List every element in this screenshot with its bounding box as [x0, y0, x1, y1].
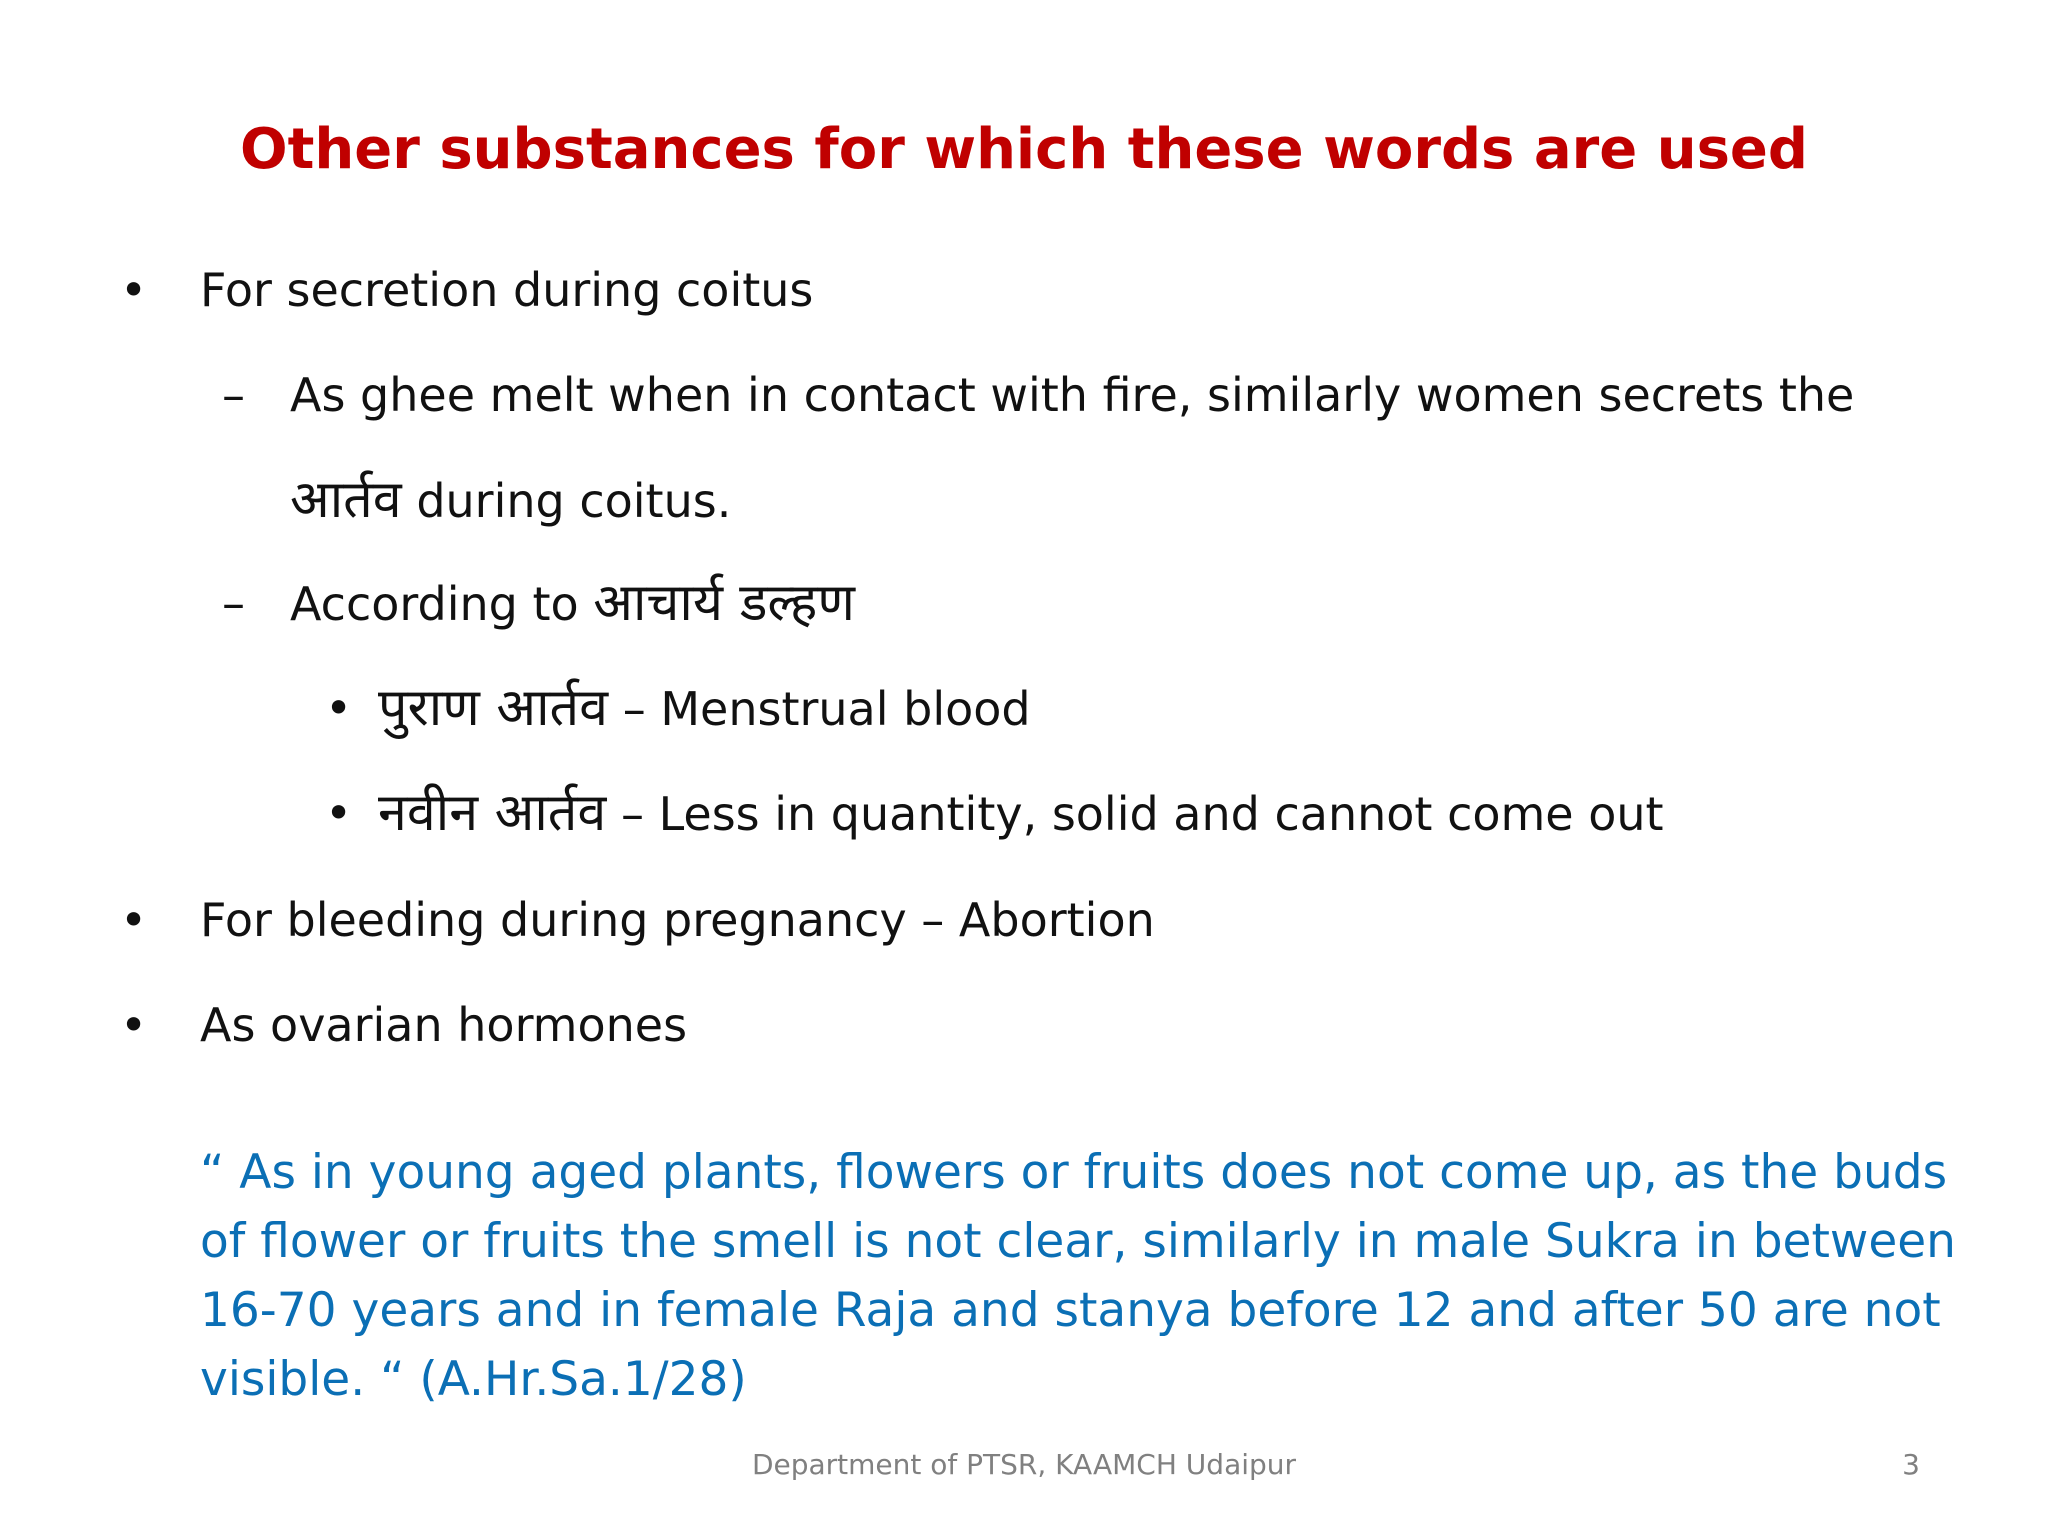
- deva-navina-artava: नवीन आर्तव: [378, 783, 607, 843]
- dash-marker: –: [222, 368, 245, 422]
- bullet-marker: •: [120, 263, 148, 317]
- deva-artava: आर्तव: [290, 470, 402, 530]
- bullet-marker: •: [325, 681, 353, 735]
- menstrual-blood-text: – Menstrual blood: [608, 682, 1031, 736]
- slide-title: Other substances for which these words are used: [240, 117, 1808, 182]
- page-number: 3: [1902, 1448, 1920, 1481]
- bullet-bleeding-pregnancy: For bleeding during pregnancy – Abortion: [200, 893, 1155, 947]
- according-to-text: According to: [290, 577, 594, 631]
- bullet-marker: •: [325, 786, 353, 840]
- bullet-marker: •: [120, 998, 148, 1052]
- subbullet-ghee-line2: [290, 465, 731, 536]
- deva-purana-artava: पुराण आर्तव: [378, 678, 609, 738]
- bullet-ovarian-hormones: As ovarian hormones: [200, 998, 688, 1052]
- deva-acharya-dalhana: आचार्य डल्हण: [593, 573, 856, 633]
- during-coitus-text: during coitus.: [401, 474, 732, 528]
- bullet-marker: •: [120, 893, 148, 947]
- dash-marker: –: [222, 576, 245, 630]
- quote-text: “ As in young aged plants, flowers or fruits does not come up, as the buds of flower or fruits the smell is not clear, similarly in male Sukra in between 16-70 years and in female Raja and stanya before 12 and after 50 are not visible. “ (A.Hr.Sa.1/28): [200, 1145, 1956, 1407]
- less-quantity-text: – Less in quantity, solid and cannot come out: [606, 787, 1664, 841]
- subbullet-according-to: [290, 568, 855, 639]
- subsub-navina-artava: [378, 778, 1664, 849]
- footer-department: Department of PTSR, KAAMCH Udaipur: [751, 1448, 1297, 1481]
- subsub-purana-artava: [378, 673, 1031, 744]
- subbullet-ghee-line1: As ghee melt when in contact with fire, similarly women secrets the: [290, 368, 1855, 422]
- bullet-secretion-coitus: For secretion during coitus: [200, 263, 814, 317]
